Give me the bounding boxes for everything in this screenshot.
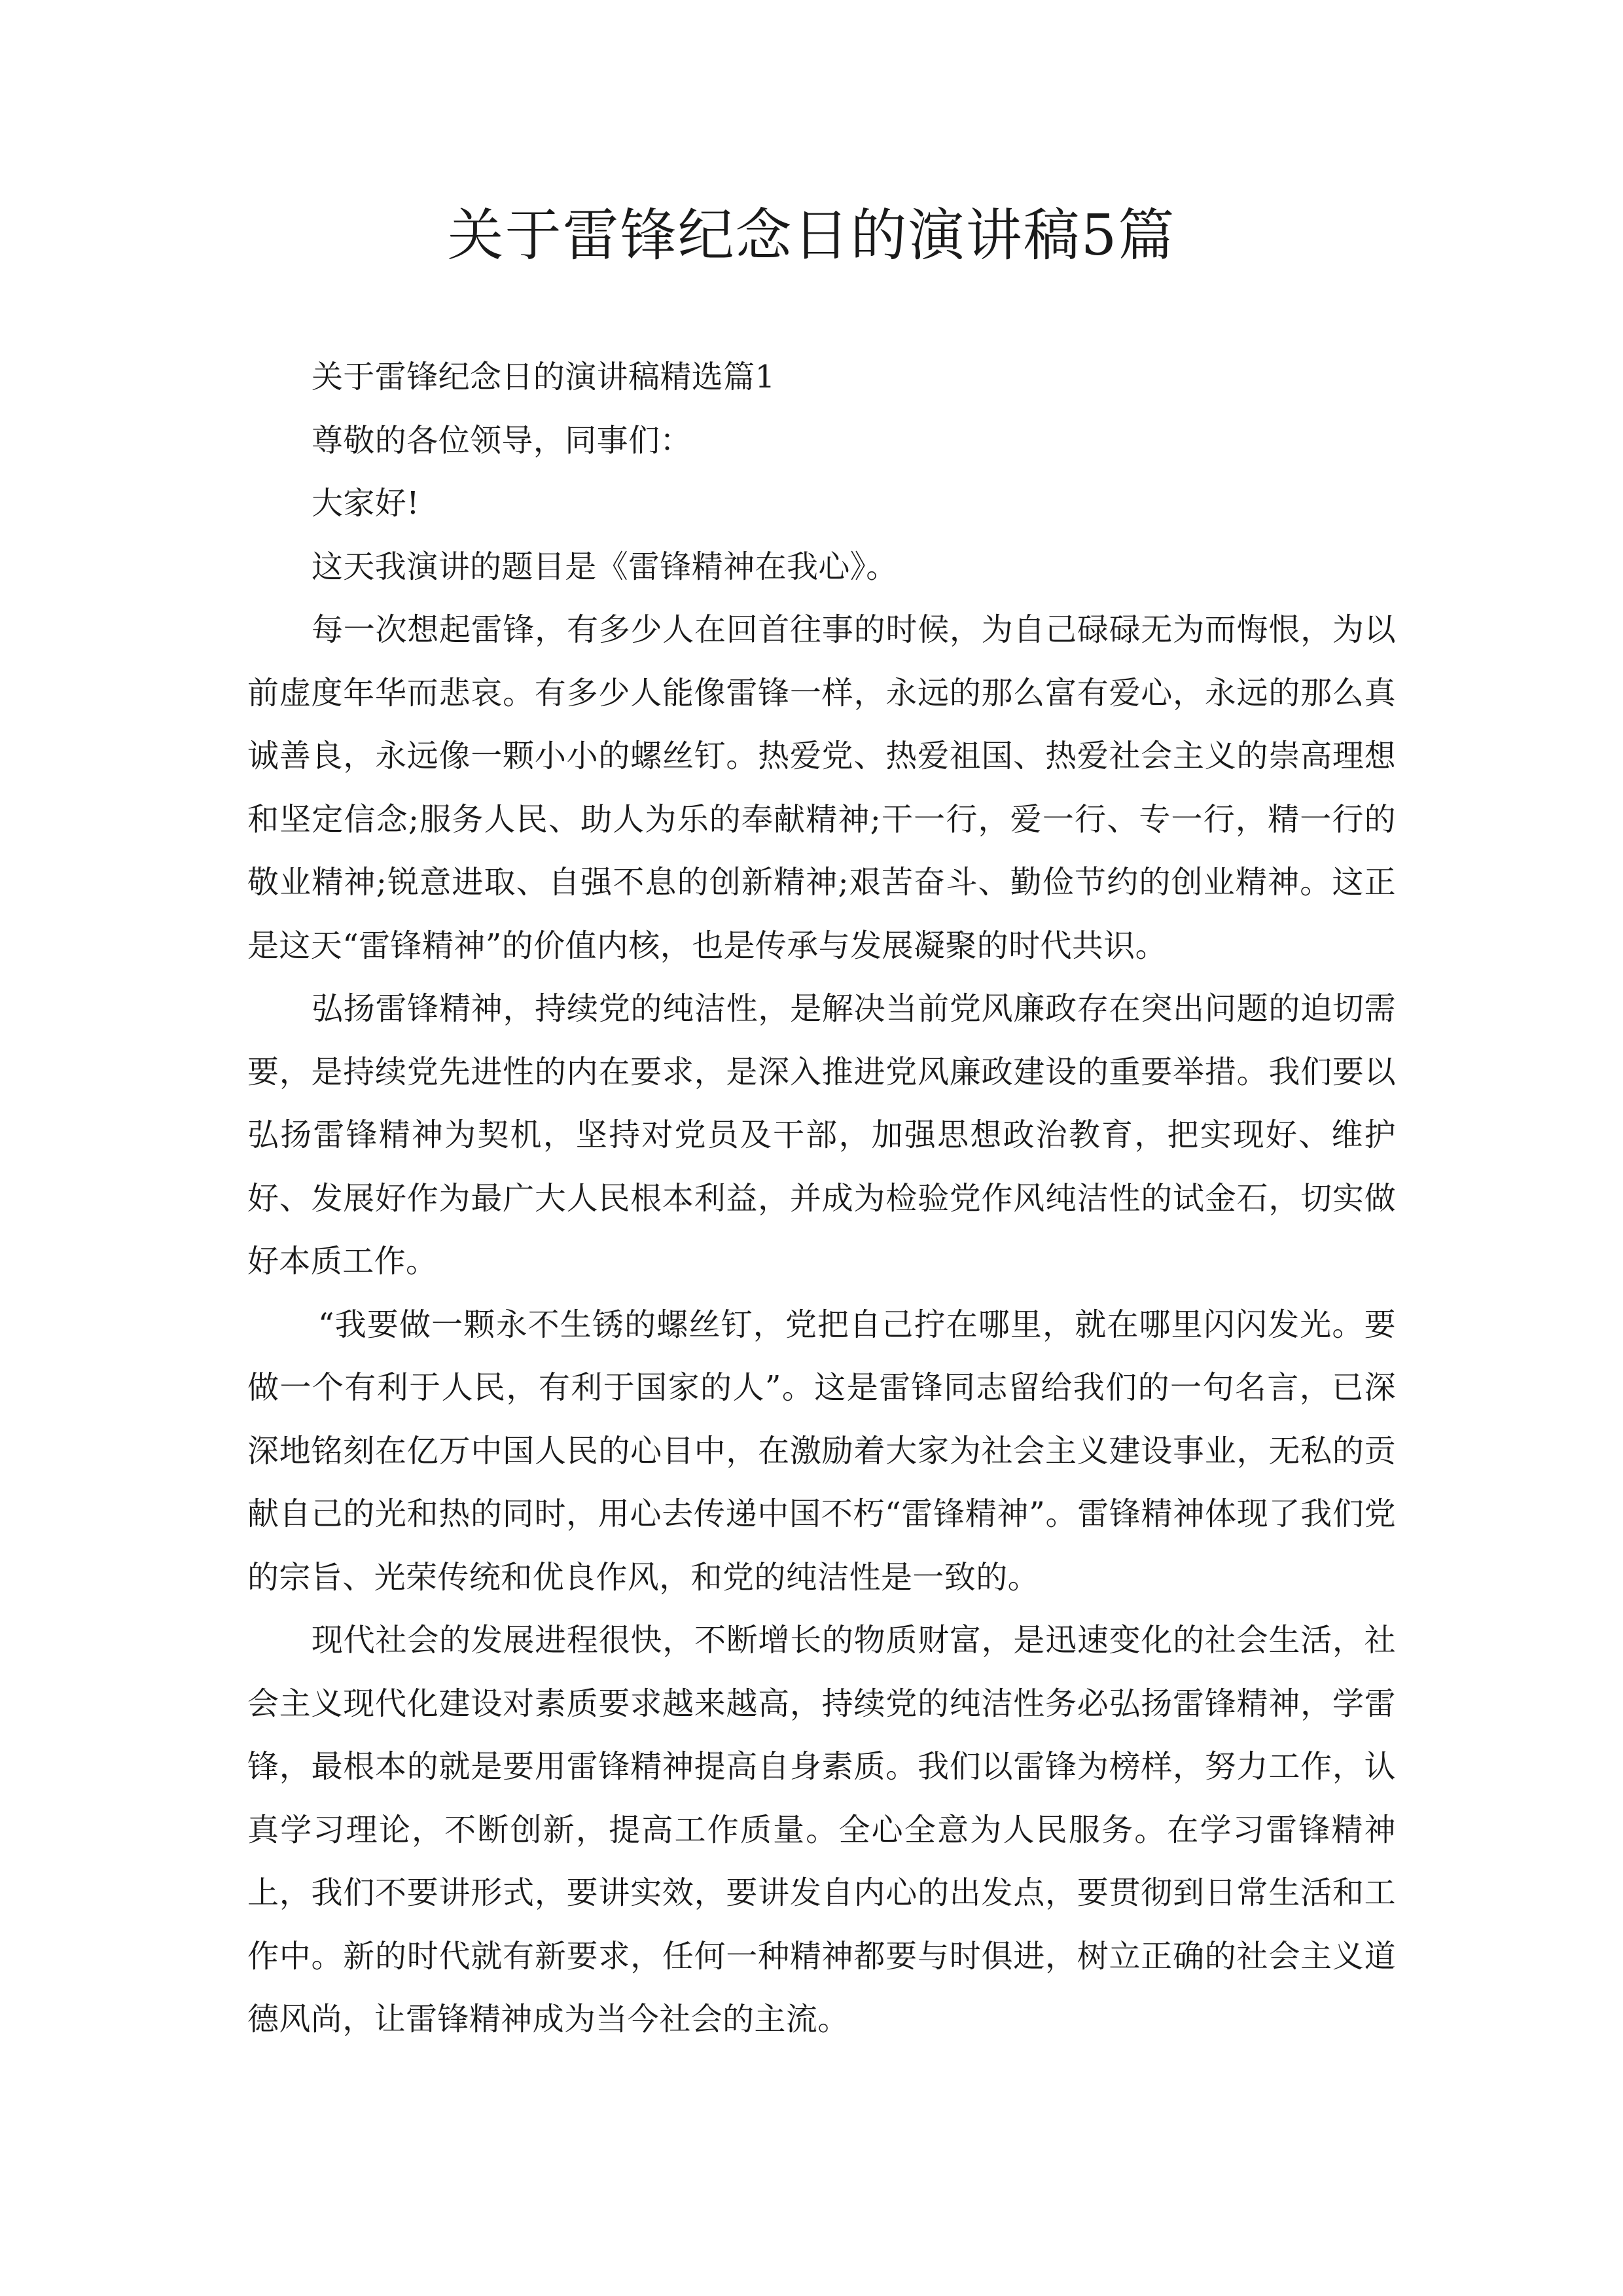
body-paragraph: “我要做一颗永不生锈的螺丝钉，党把自己拧在哪里，就在哪里闪闪发光。要做一个有利于人民，有利于国家的人”。这是雷锋同志留给我们的一句名言，已深深地铭刻在亿万中国人民的心目中，在激励着大家为社会主义建设事业，无私的贡献自己的光和热的同时，用心去传递中国不朽“雷锋精神”。雷锋精神体现了我们党的宗旨、光荣传统和优良作风，和党的纯洁性是一致的。 [247,1306,1396,1596]
body-paragraph: 每一次想起雷锋，有多少人在回首往事的时候，为自己碌碌无为而悔恨，为以前虚度年华而悲哀。有多少人能像雷锋一样，永远的那么富有爱心，永远的那么真诚善良，永远像一颗小小的螺丝钉。热爱党、热爱祖国、热爱社会主义的崇高理想和坚定信念;服务人民、助人为乐的奉献精神;干一行，爱一行、专一行，精一行的敬业精神;锐意进取、自强不息的创新精神;艰苦奋斗、勤俭节约的创业精神。这正是这天“雷锋精神”的价值内核，也是传承与发展凝聚的时代共识。 [247,611,1396,964]
document-title: 关于雷锋纪念日的演讲稿5篇 [447,203,1176,268]
body-paragraph: 现代社会的发展进程很快，不断增长的物质财富，是迅速变化的社会生活，社会主义现代化建设对素质要求越来越高，持续党的纯洁性务必弘扬雷锋精神，学雷锋，最根本的就是要用雷锋精神提高自身素质。我们以雷锋为榜样，努力工作，认真学习理论，不断创新，提高工作质量。全心全意为人民服务。在学习雷锋精神上，我们不要讲形式，要讲实效，要讲发自内心的出发点，要贯彻到日常生活和工作中。新的时代就有新要求，任何一种精神都要与时俱进，树立正确的社会主义道德风尚，让雷锋精神成为当今社会的主流。 [247,1622,1396,2037]
body-paragraph: 弘扬雷锋精神，持续党的纯洁性，是解决当前党风廉政存在突出问题的迫切需要，是持续党先进性的内在要求，是深入推进党风廉政建设的重要举措。我们要以弘扬雷锋精神为契机，坚持对党员及干部，加强思想政治教育，把实现好、维护好、发展好作为最广大人民根本利益，并成为检验党作风纯洁性的试金石，切实做好本质工作。 [247,990,1396,1280]
salutation: 尊敬的各位领导，同事们： [312,422,692,459]
speech-topic: 这天我演讲的题目是《雷锋精神在我心》。 [312,548,898,585]
section-heading: 关于雷锋纪念日的演讲稿精选篇1 [312,359,776,395]
greeting: 大家好! [312,485,419,522]
document-body [247,346,1396,2051]
